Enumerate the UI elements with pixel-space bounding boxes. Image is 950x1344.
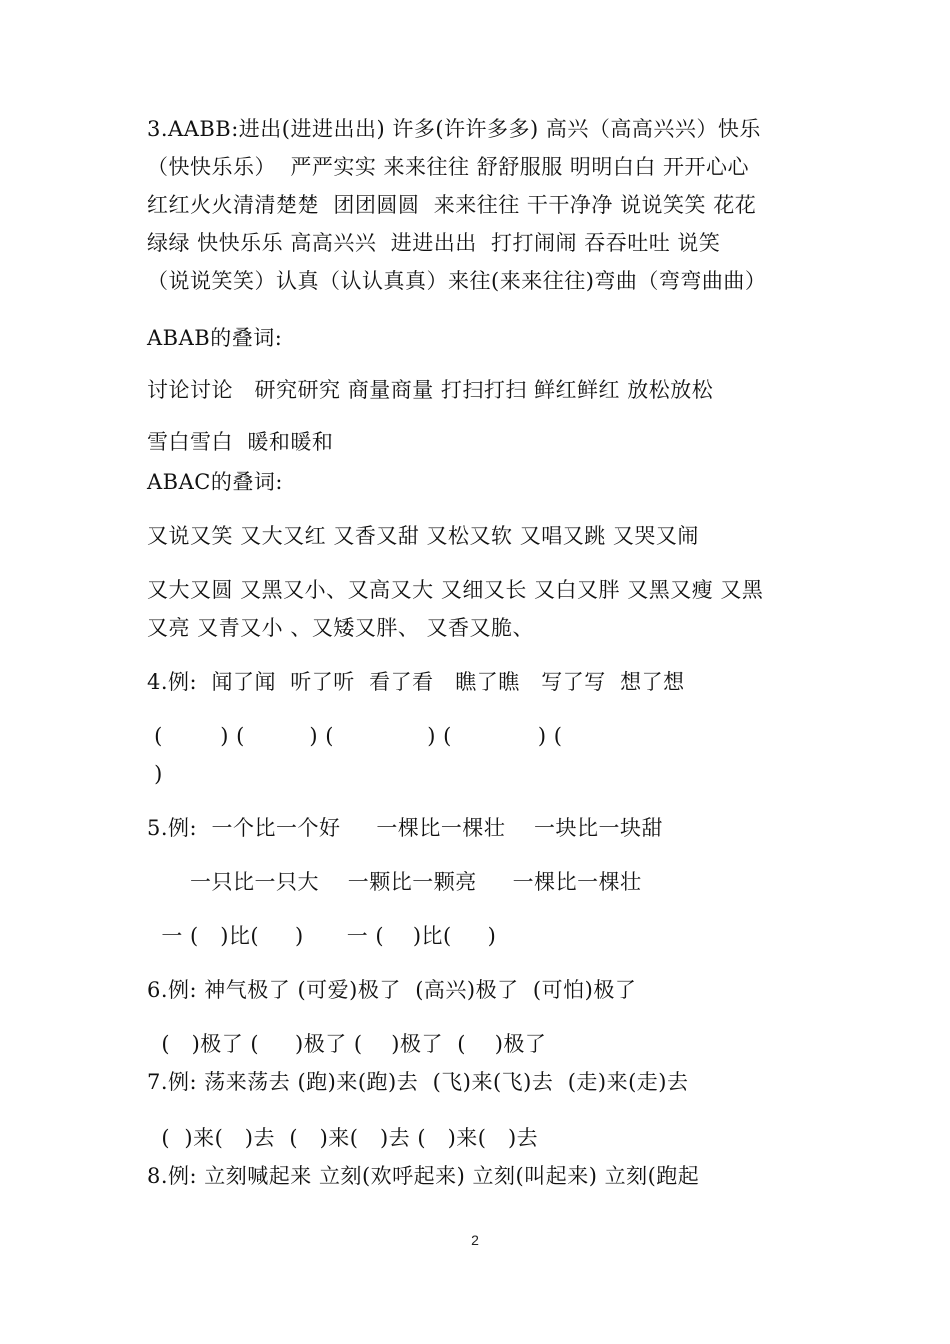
exercise-7-blanks: ( )来( )去 ( )来( )去 ( )来( )去 — [147, 1126, 539, 1150]
text-line-abab-2: 雪白雪白 暖和暖和 — [147, 430, 334, 454]
text-line-aabb-3: 红红火火清清楚楚 团团圆圆 来来往往 干干净净 说说笑笑 花花 — [147, 193, 757, 217]
text-line-aabb-1: 3.AABB:进出(进进出出) 许多(许许多多) 高兴（高高兴兴）快乐 — [147, 117, 761, 141]
text-line-abac-3: 又亮 又青又小 、又矮又胖、 又香又脆、 — [147, 616, 535, 640]
exercise-5-example-1: 5.例: 一个比一个好 一棵比一棵壮 一块比一块甜 — [147, 816, 664, 840]
exercise-8-example: 8.例: 立刻喊起来 立刻(欢呼起来) 立刻(叫起来) 立刻(跑起 — [147, 1164, 700, 1188]
exercise-6-example: 6.例: 神气极了 (可爱)极了 (高兴)极了 (可怕)极了 — [147, 978, 637, 1002]
exercise-7-example: 7.例: 荡来荡去 (跑)来(跑)去 (飞)来(飞)去 (走)来(走)去 — [147, 1070, 689, 1094]
exercise-5-blanks: 一 ( )比( ) 一 ( )比( ) — [147, 924, 497, 948]
heading-abac: ABAC的叠词: — [147, 470, 283, 494]
text-line-abab-1: 讨论讨论 研究研究 商量商量 打扫打扫 鲜红鲜红 放松放松 — [147, 378, 714, 402]
exercise-4-blanks-end: ) — [147, 762, 163, 786]
exercise-4-blanks: ( ) ( ) ( ) ( ) ( — [147, 724, 563, 748]
exercise-6-blanks: ( )极了 ( )极了 ( )极了 ( )极了 — [147, 1032, 547, 1056]
text-line-aabb-5: （说说笑笑）认真（认认真真）来往(来来往往)弯曲（弯弯曲曲） — [147, 269, 767, 293]
exercise-5-example-2: 一只比一只大 一颗比一颗亮 一棵比一棵壮 — [147, 870, 642, 894]
exercise-4-example: 4.例: 闻了闻 听了听 看了看 瞧了瞧 写了写 想了想 — [147, 670, 685, 694]
text-line-abac-1: 又说又笑 又大又红 又香又甜 又松又软 又唱又跳 又哭又闹 — [147, 524, 699, 548]
text-line-aabb-2: （快快乐乐） 严严实实 来来往往 舒舒服服 明明白白 开开心心 — [147, 155, 750, 179]
text-line-aabb-4: 绿绿 快快乐乐 高高兴兴 进进出出 打打闹闹 吞吞吐吐 说笑 — [147, 231, 721, 255]
heading-abab: ABAB的叠词: — [147, 326, 283, 350]
text-line-abac-2: 又大又圆 又黑又小、又高又大 又细又长 又白又胖 又黑又瘦 又黑 — [147, 578, 764, 602]
page-number: 2 — [471, 1232, 479, 1248]
